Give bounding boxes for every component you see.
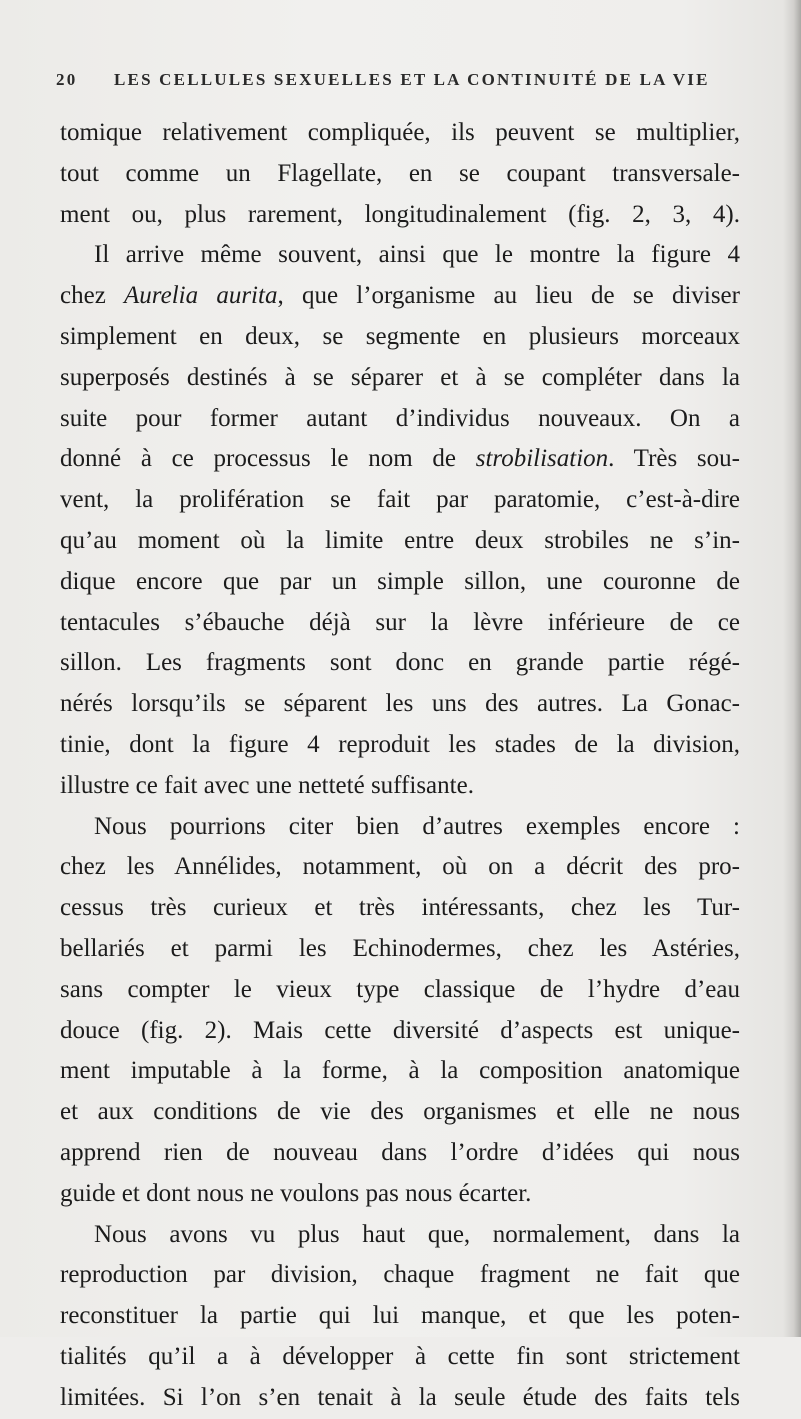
text-line: et aux conditions de vie des organismes et elle ne nous — [60, 1098, 740, 1126]
text-line: tomique relativement compliquée, ils peuvent se multiplier, — [60, 119, 740, 146]
text-line: tialités qu’il a à développer à cette fin sont strictement — [60, 1342, 740, 1370]
text-segment: donné à ce processus le nom de — [60, 445, 476, 473]
text-line: qu’au moment où la limite entre deux strobiles ne s’in- — [60, 526, 740, 554]
page-edge-shadow — [783, 0, 801, 1337]
text-line: simplement en deux, se segmente en plusieurs morceaux — [60, 322, 740, 350]
text-line: sans compter le vieux type classique de l’hydre d’eau — [60, 975, 740, 1003]
text-line: cessus très curieux et très intéressants, chez les Tur- — [60, 894, 740, 922]
text-line: superposés destinés à se séparer et à se compléter dans la — [60, 363, 740, 391]
text-line: tentacules s’ébauche déjà sur la lèvre inférieure de ce — [60, 608, 740, 636]
text-line: reproduction par division, chaque fragment ne fait que — [60, 1261, 740, 1289]
text-line: limitées. Si l’on s’en tenait à la seule étude des faits tels — [60, 1383, 740, 1411]
text-line: apprend rien de nouveau dans l’ordre d’idées qui nous — [60, 1138, 740, 1166]
text-line: reconstituer la partie qui lui manque, et que les poten- — [60, 1302, 740, 1330]
italic-term: Aurelia aurita — [124, 282, 278, 310]
text-line: vent, la prolifération se fait par paratomie, c’est-à-dire — [60, 486, 740, 514]
text-line: sillon. Les fragments sont donc en grande partie régé- — [60, 649, 740, 677]
body-text — [60, 113, 740, 1419]
text-line: dique encore que par un simple sillon, une couronne de — [60, 567, 740, 595]
running-title: LES CELLULES SEXUELLES ET LA CONTINUITÉ DE LA VIE — [114, 70, 710, 89]
text-line: illustre ce fait avec une netteté suffisante. — [60, 771, 474, 799]
text-segment: . Très sou- — [608, 445, 740, 473]
italic-term: strobilisation — [475, 445, 609, 473]
text-line: chez les Annélides, notamment, où on a décrit des pro- — [60, 853, 740, 881]
text-line: tinie, dont la figure 4 reproduit les stades de la division, — [60, 730, 740, 758]
page-number: 20 — [56, 70, 78, 89]
text-line: bellariés et parmi les Echinodermes, chez les Astéries, — [60, 934, 740, 962]
text-line: Nous pourrions citer bien d’autres exemples encore : — [94, 812, 740, 840]
text-line — [60, 276, 740, 317]
text-line: tout comme un Flagellate, en se coupant transversale- — [60, 159, 740, 187]
text-segment: , que l’organisme au lieu de se diviser — [277, 282, 740, 310]
text-line: guide et dont nous ne voulons pas nous écarter. — [60, 1179, 532, 1207]
text-line: ment ou, plus rarement, longitudinalement (fig. 2, 3, 4). — [60, 200, 740, 228]
text-line: ment imputable à la forme, à la composition anatomique — [60, 1057, 740, 1085]
text-line — [60, 439, 740, 480]
running-header — [56, 70, 736, 98]
text-line: nérés lorsqu’ils se séparent les uns des autres. La Gonac- — [60, 690, 740, 718]
text-line: Il arrive même souvent, ainsi que le montre la figure 4 — [94, 241, 740, 269]
text-line: Nous avons vu plus haut que, normalement, dans la — [94, 1220, 740, 1248]
text-segment: chez — [60, 282, 125, 310]
text-line: douce (fig. 2). Mais cette diversité d’aspects est unique- — [60, 1016, 740, 1044]
text-line: suite pour former autant d’individus nouveaux. On a — [60, 404, 740, 432]
